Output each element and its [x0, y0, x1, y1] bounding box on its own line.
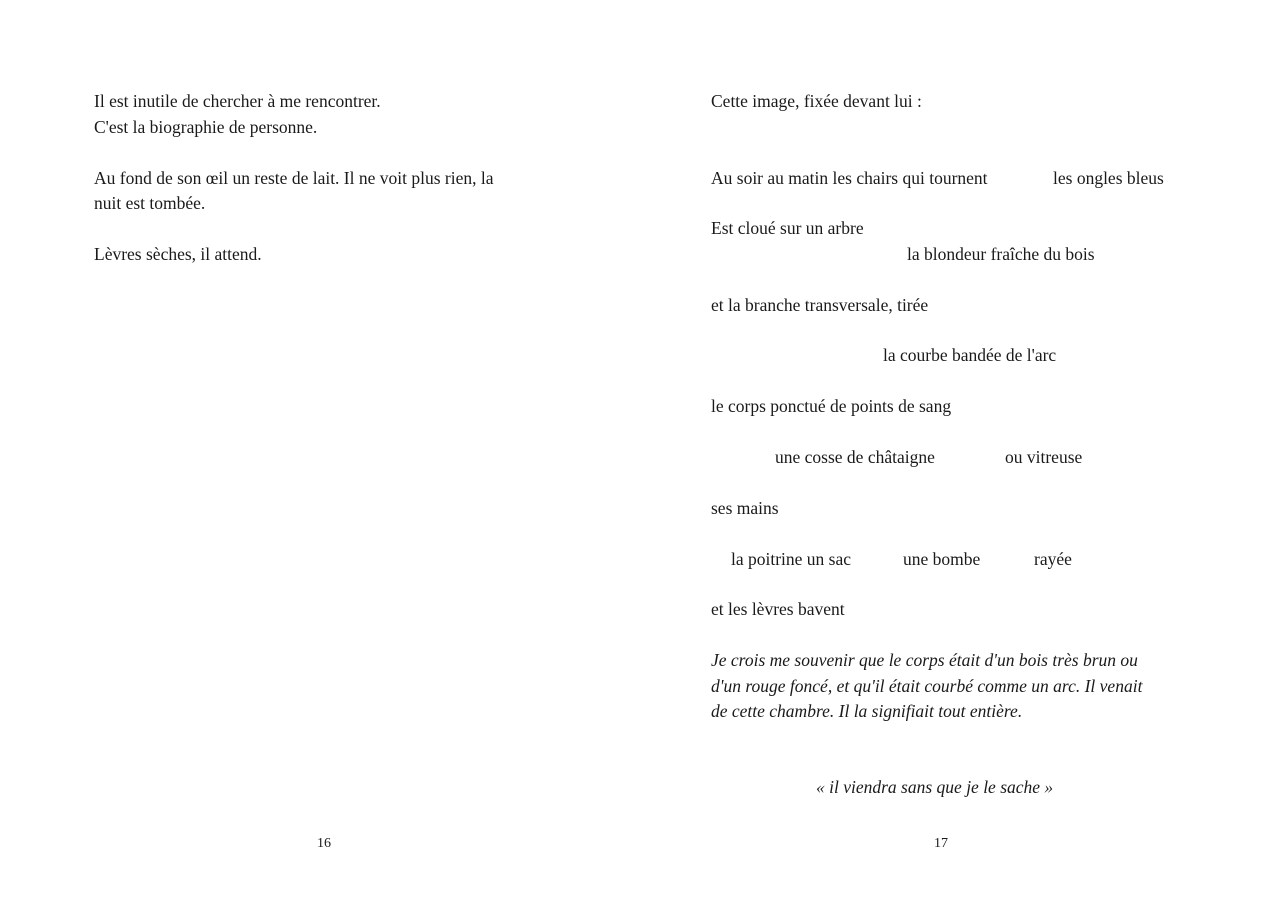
page-number: 16 [317, 836, 331, 851]
text-line: C'est la biographie de personne. [94, 117, 318, 137]
poem-line: rayée [1034, 549, 1072, 569]
text-line: Il est inutile de chercher à me rencontrer. [94, 91, 381, 111]
text-line: nuit est tombée. [94, 193, 206, 213]
poem-line: et la branche transversale, tirée [711, 295, 929, 315]
text-line: Lèvres sèches, il attend. [94, 244, 262, 264]
poem-line: et les lèvres bavent [711, 599, 845, 619]
italic-line: de cette chambre. Il la signifiait tout entière. [711, 701, 1023, 721]
poem-line: une bombe [903, 549, 981, 569]
quote-line: « il viendra sans que je le sache » [816, 777, 1054, 797]
poem-line: la blondeur fraîche du bois [907, 244, 1095, 264]
right-page [632, 0, 1264, 904]
text-line: Au fond de son œil un reste de lait. Il ne voit plus rien, la [94, 168, 494, 188]
poem-line: le corps ponctué de points de sang [711, 396, 952, 416]
poem-line: ses mains [711, 498, 779, 518]
italic-line: d'un rouge foncé, et qu'il était courbé comme un arc. Il venait [711, 676, 1143, 696]
poem-line: ou vitreuse [1005, 447, 1083, 467]
italic-line: Je crois me souvenir que le corps était d'un bois très brun ou [711, 650, 1138, 670]
page-number: 17 [934, 836, 948, 851]
poem-line: Est cloué sur un arbre [711, 218, 864, 238]
poem-line: la courbe bandée de l'arc [883, 345, 1057, 365]
poem-line: une cosse de châtaigne [775, 447, 935, 467]
poem-line: les ongles bleus [1053, 168, 1164, 188]
poem-line: Au soir au matin les chairs qui tournent [711, 168, 988, 188]
poem-line: la poitrine un sac [731, 549, 852, 569]
intro-line: Cette image, fixée devant lui : [711, 91, 922, 111]
